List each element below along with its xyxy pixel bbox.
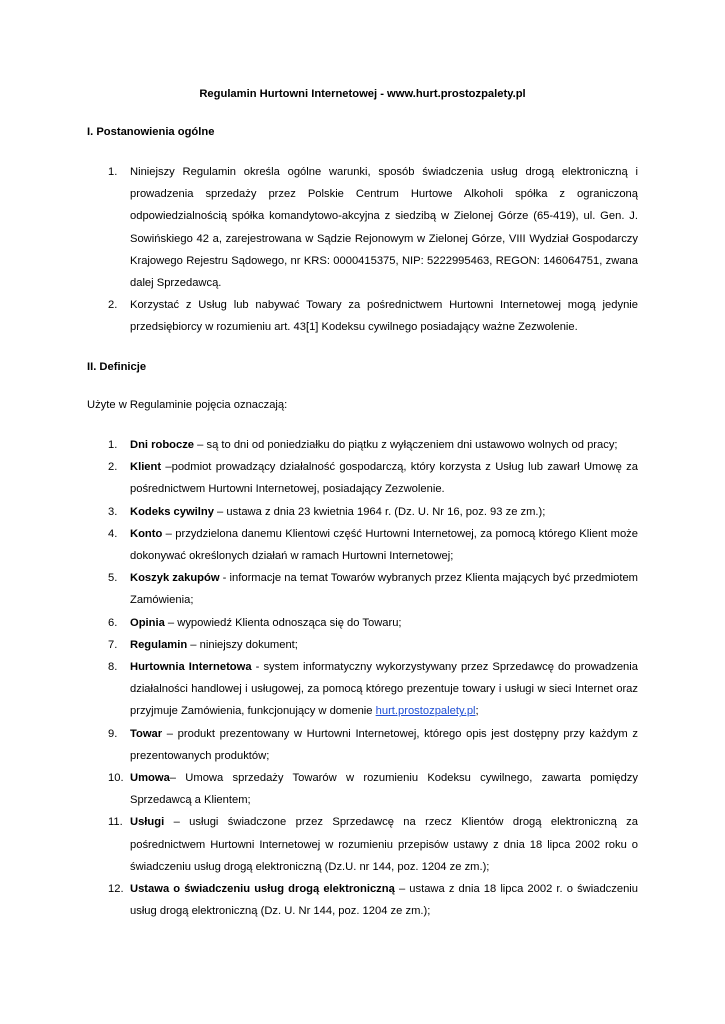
item-number: 1. xyxy=(108,166,118,178)
item-term: Kodeks cywilny xyxy=(130,505,214,518)
item-number: 11. xyxy=(108,816,123,829)
item-number: 4. xyxy=(108,527,118,540)
item-text: – usługi świadczone przez Sprzedawcę na rzecz Klientów drogą elektroniczną za pośrednictwem Hurtowni Internetowej w rozumieniu przepisów ustawy z dnia 18 lipca 2002 roku o świadczeniu usług drogą elektroniczną (Dz.U. nr 144, poz. 1204 ze zm.); xyxy=(130,816,638,873)
domain-link[interactable]: hurt.prostozpalety.pl xyxy=(375,705,476,718)
list-item xyxy=(0,567,638,611)
item-text: Korzystać z Usług lub nabywać Towary za pośrednictwem Hurtowni Internetowej mogą jedynie przedsiębiorcy w rozumieniu art. 43[1] Kodeksu cywilnego posiadający ważne Zezwolenie. xyxy=(130,299,638,334)
list-item xyxy=(0,434,638,456)
item-text: – ustawa z dnia 18 lipca 2002 r. o świadczeniu usług drogą elektroniczną (Dz. U. Nr 144, poz. 1204 ze zm.); xyxy=(130,883,639,918)
section-2-heading: II. Definicje xyxy=(87,361,147,373)
list-item xyxy=(0,634,638,656)
list-item xyxy=(0,456,638,500)
section-2-intro: Użyte w Regulaminie pojęcia oznaczają: xyxy=(87,399,288,411)
item-number: 1. xyxy=(108,439,118,451)
item-term: Dni robocze xyxy=(130,439,195,451)
item-text: –podmiot prowadzący działalność gospodarczą, który korzysta z Usług lub zawarł Umowę za pośrednictwem Hurtowni Internetowej, posiadający Zezwolenie. xyxy=(130,461,638,496)
item-term: Usługi xyxy=(130,816,165,829)
item-text-end: ; xyxy=(475,705,479,718)
item-term: Regulamin xyxy=(130,638,188,651)
section-2-list xyxy=(0,434,638,922)
item-number: 5. xyxy=(108,572,118,585)
item-number: 2. xyxy=(108,299,118,312)
item-number: 9. xyxy=(108,727,118,740)
item-term: Klient xyxy=(130,461,162,474)
item-text: – Umowa sprzedaży Towarów w rozumieniu Kodeksu cywilnego, zawarta pomiędzy Sprzedawcą a Klientem; xyxy=(130,772,638,807)
list-item xyxy=(0,811,638,878)
item-term: Koszyk zakupów xyxy=(130,572,220,585)
item-number: 6. xyxy=(108,616,118,629)
list-item xyxy=(0,523,638,567)
item-term: Hurtownia Internetowa xyxy=(130,661,252,674)
section-1-list xyxy=(0,161,638,339)
item-text: – są to dni od poniedziałku do piątku z wyłączeniem dni ustawowo wolnych od pracy; xyxy=(194,439,618,451)
item-number: 8. xyxy=(108,661,118,674)
list-item xyxy=(0,656,638,723)
item-number: 2. xyxy=(108,461,118,474)
section-1-heading: I. Postanowienia ogólne xyxy=(87,126,215,138)
item-text: – produkt prezentowany w Hurtowni Internetowej, którego opis jest dostępny przy każdym z prezentowanych produktów; xyxy=(130,727,638,762)
list-item xyxy=(0,723,638,767)
item-number: 3. xyxy=(108,505,118,518)
item-term: Umowa xyxy=(130,772,170,785)
item-text: - system informatyczny wykorzystywany przez Sprzedawcę do prowadzenia działalności handlowej i usługowej, za pomocą którego prezentuje towary i usługi w sieci Internet oraz przyjmuje Zamówienia, funkcjonujący w domenie xyxy=(130,661,638,718)
item-term: Ustawa o świadczeniu usług drogą elektroniczną xyxy=(130,883,395,896)
item-number: 12. xyxy=(108,883,124,896)
list-item xyxy=(0,767,638,811)
item-text: Niniejszy Regulamin określa ogólne warunki, sposób świadczenia usług drogą elektroniczną i prowadzenia sprzedaży przez Polskie Centrum Hurtowe Alkoholi spółka z ograniczoną odpowiedzialnością spółka komandytowo-akcyjna z siedzibą w Zielonej Górze (65-419), ul. Gen. J. Sowińskiego 42 a, zarejestrowana w Sądzie Rejonowym w Zielonej Górze, VIII Wydział Gospodarczy Krajowego Rejestru Sądowego, nr KRS: 0000415375, NIP: 5222995463, REGON: 146064751, zwana dalej Sprzedawcą. xyxy=(130,166,638,290)
item-term: Towar xyxy=(130,727,163,740)
item-term: Opinia xyxy=(130,616,165,629)
list-item xyxy=(0,161,638,294)
list-item xyxy=(0,294,638,338)
item-number: 10. xyxy=(108,772,124,785)
list-item xyxy=(0,878,638,922)
list-item xyxy=(0,612,638,634)
item-text: – wypowiedź Klienta odnosząca się do Towaru; xyxy=(164,616,402,629)
item-text: - informacje na temat Towarów wybranych przez Klienta mających być przedmiotem Zamówienia; xyxy=(130,572,638,607)
item-term: Konto xyxy=(130,527,163,540)
item-text: – niniejszy dokument; xyxy=(187,638,298,651)
item-number: 7. xyxy=(108,638,118,651)
document-title: Regulamin Hurtowni Internetowej - www.hurt.prostozpalety.pl xyxy=(199,88,526,100)
item-text: – ustawa z dnia 23 kwietnia 1964 r. (Dz. U. Nr 16, poz. 93 ze zm.); xyxy=(213,505,546,518)
list-item xyxy=(0,501,638,523)
item-text: – przydzielona danemu Klientowi część Hurtowni Internetowej, za pomocą którego Klient może dokonywać określonych działań w ramach Hurtowni Internetowej; xyxy=(130,527,638,563)
